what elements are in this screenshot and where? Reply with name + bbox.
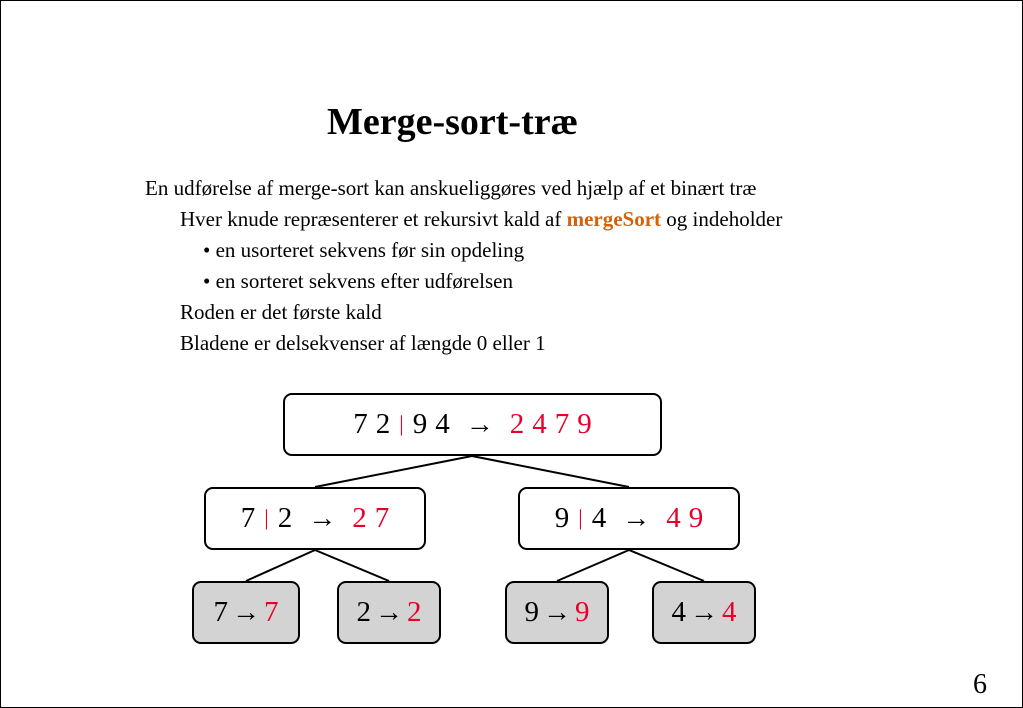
bullet-root: Roden er det første kald — [180, 300, 382, 324]
right-arrow-icon: → — [622, 502, 651, 534]
leaf-1-input: 7 — [213, 596, 228, 628]
root-input-4: 4 — [435, 408, 450, 440]
root-arrow-icon: → — [465, 408, 494, 440]
tree-root-node — [283, 393, 662, 456]
leaf-4-input: 4 — [671, 596, 686, 628]
edge-right-leaf4 — [629, 550, 704, 581]
tree-left-node — [204, 487, 426, 550]
tree-leaf-3 — [505, 581, 609, 644]
page-number: 6 — [973, 669, 987, 700]
leaf-4-arrow-icon: → — [690, 596, 718, 628]
edge-left-leaf1 — [246, 550, 315, 581]
bullet-unsorted-sequence: • en usorteret sekvens før sin opdeling — [203, 238, 525, 262]
leaf-3-input: 9 — [524, 596, 539, 628]
leaf-4-sorted: 4 — [722, 596, 737, 628]
tree-leaf-2 — [337, 581, 441, 644]
right-input-1: 9 — [554, 502, 570, 534]
bullet-sorted-sequence: • en sorteret sekvens efter udførelsen — [203, 269, 513, 293]
tree-leaf-1 — [192, 581, 300, 644]
left-sorted-1: 2 — [352, 502, 367, 534]
edge-root-left — [315, 456, 472, 487]
leaf-2-arrow-icon: → — [375, 596, 403, 628]
edge-right-leaf3 — [557, 550, 629, 581]
root-sorted-4: 9 — [577, 408, 592, 440]
leaf-1-sorted: 7 — [264, 596, 279, 628]
tree-leaf-4 — [652, 581, 756, 644]
root-sorted-2: 4 — [532, 408, 547, 440]
root-input-2: 2 — [375, 408, 391, 440]
bullet-leaves: Bladene er delsekvenser af længde 0 eller 1 — [180, 331, 546, 355]
leaf-3-arrow-icon: → — [543, 596, 571, 628]
leaf-1-arrow-icon: → — [232, 596, 260, 628]
leaf-2-input: 2 — [356, 596, 371, 628]
root-input-3: 9 — [412, 408, 428, 440]
root-sorted-1: 2 — [509, 408, 525, 440]
tree-right-node — [518, 487, 740, 550]
root-split-marker: | — [399, 410, 404, 436]
right-input-2: 4 — [591, 502, 607, 534]
mergesort-keyword: mergeSort — [566, 207, 662, 231]
root-sorted-3: 7 — [554, 408, 570, 440]
left-input-1: 7 — [240, 502, 256, 534]
root-input-1: 7 — [353, 408, 368, 440]
leaf-3-sorted: 9 — [575, 596, 590, 628]
leaf-2-sorted: 2 — [407, 596, 422, 628]
right-sorted-1: 4 — [666, 502, 681, 534]
edge-left-leaf2 — [315, 550, 389, 581]
node-description-tail: og indeholder — [661, 207, 783, 231]
slide-title: Merge-sort-træ — [327, 101, 579, 143]
node-description-text: Hver knude repræsenterer et rekursivt kald af — [180, 207, 567, 231]
right-split-marker: | — [578, 504, 583, 530]
left-split-marker: | — [264, 504, 269, 530]
left-arrow-icon: → — [308, 502, 337, 534]
left-input-2: 2 — [277, 502, 293, 534]
edge-root-right — [472, 456, 629, 487]
bullet-intro: En udførelse af merge-sort kan anskueliggøres ved hjælp af et binært træ — [145, 176, 757, 200]
left-sorted-2: 7 — [374, 502, 390, 534]
right-sorted-2: 9 — [688, 502, 704, 534]
